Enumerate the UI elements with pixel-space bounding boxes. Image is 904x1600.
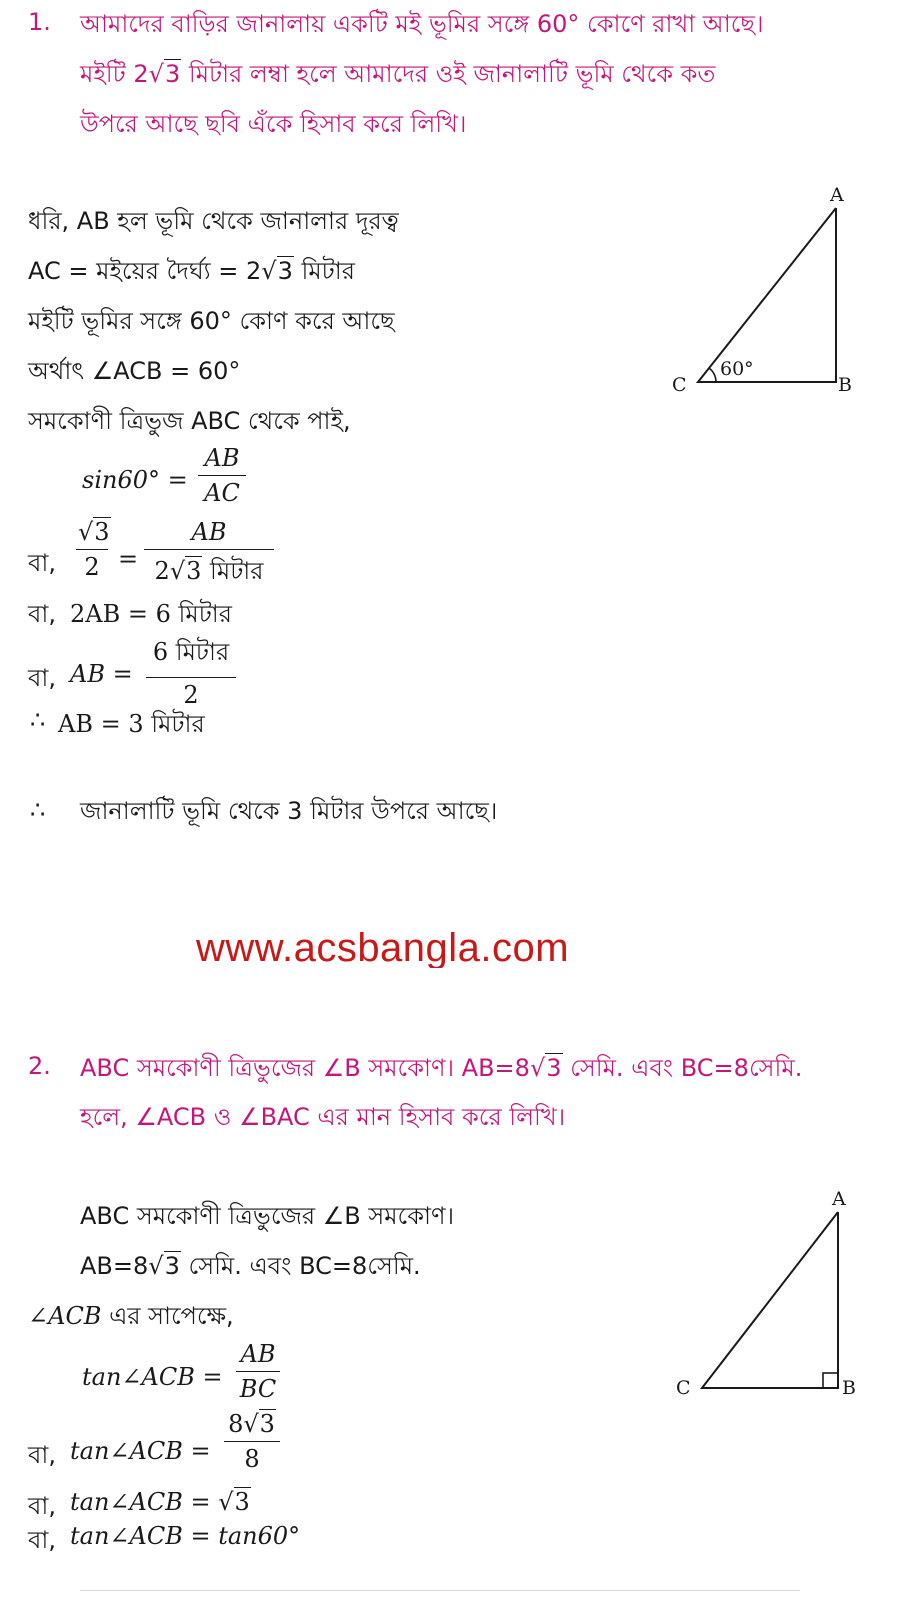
- conclusion-1: জানালাটি ভূমি থেকে 3 মিটার উপরে আছে।: [80, 797, 498, 825]
- question-1-line-1: আমাদের বাড়ির জানালায় একটি মই ভূমির সঙ্গে 60° কোণে রাখা আছে।: [80, 10, 764, 38]
- question-2-number: 2.: [28, 1052, 51, 1080]
- sol2-eq1-fraction: AB BC: [236, 1340, 280, 1403]
- eq5: AB = 3 মিটার: [58, 710, 205, 738]
- sol2-eq4-prefix: বা,: [28, 1526, 56, 1554]
- eq2-left-fraction: √3 2: [78, 518, 110, 581]
- fig1-angle-label: 60°: [720, 358, 754, 380]
- eq5-therefore: ∴: [30, 706, 46, 734]
- sol2-eq1-lhs: tan∠ACB =: [82, 1363, 223, 1391]
- eq2-prefix: বা,: [28, 549, 56, 577]
- question-1-line-2: মইটি 2√3 মিটার লম্বা হলে আমাদের ওই জানালাটি ভূমি থেকে কত: [80, 60, 716, 88]
- eq4-fraction: 6 মিটার 2: [146, 634, 236, 709]
- solution-1-line-1: ধরি, AB হল ভূমি থেকে জানালার দূরত্ব: [28, 207, 399, 235]
- solution-1-line-5: সমকোণী ত্রিভুজ ABC থেকে পাই,: [28, 407, 351, 435]
- sol2-eq3: tan∠ACB = √3: [70, 1488, 250, 1516]
- eq1-fraction: AB AC: [198, 444, 246, 507]
- solution-1-line-2: AC = মইয়ের দৈর্ঘ্য = 2√3 মিটার: [28, 257, 355, 285]
- eq2-right-fraction: AB 2√3 মিটার: [144, 518, 274, 593]
- conclusion-therefore: ∴: [30, 796, 46, 824]
- question-2-line-2: হলে, ∠ACB ও ∠BAC এর মান হিসাব করে লিখি।: [80, 1103, 566, 1131]
- sol2-eq2-lhs: tan∠ACB =: [70, 1437, 211, 1465]
- eq4-lhs: AB =: [70, 660, 133, 688]
- sol2-eq4: tan∠ACB = tan60°: [70, 1522, 301, 1550]
- question-1-number: 1.: [28, 8, 51, 36]
- solution-2-line-1: ABC সমকোণী ত্রিভুজের ∠B সমকোণ।: [80, 1202, 455, 1230]
- site-watermark: www.acsbangla.com: [196, 926, 570, 968]
- solution-2-line-3: ∠ACB এর সাপেক্ষে,: [28, 1302, 234, 1330]
- fig1-label-b: B: [838, 374, 852, 396]
- fig2-label-b: B: [842, 1377, 856, 1399]
- fig1-label-a: A: [830, 184, 844, 206]
- solution-2-line-2: AB=8√3 সেমি. এবং BC=8সেমি.: [80, 1252, 421, 1280]
- question-2-line-1: ABC সমকোণী ত্রিভুজের ∠B সমকোণ। AB=8√3 সেমি. এবং BC=8সেমি.: [80, 1054, 803, 1082]
- sol2-eq2-prefix: বা,: [28, 1441, 56, 1469]
- solution-1-line-3: মইটি ভূমির সঙ্গে 60° কোণ করে আছে: [28, 307, 395, 335]
- question-1-line-3: উপরে আছে ছবি এঁকে হিসাব করে লিখি।: [80, 110, 467, 138]
- fig1-label-c: C: [672, 374, 687, 396]
- bottom-divider: [80, 1590, 800, 1591]
- eq4-prefix: বা,: [28, 664, 56, 692]
- sol2-eq2-fraction: 8√3 8: [224, 1410, 280, 1473]
- eq2-equals: =: [118, 545, 139, 573]
- eq3: 2AB = 6 মিটার: [70, 600, 232, 628]
- eq1-lhs: sin60° =: [82, 466, 188, 494]
- sol2-eq3-prefix: বা,: [28, 1492, 56, 1520]
- eq3-prefix: বা,: [28, 600, 56, 628]
- fig2-label-c: C: [676, 1377, 691, 1399]
- triangle-figure-1: [660, 180, 900, 410]
- triangle-figure-2: [660, 1190, 900, 1410]
- solution-1-line-4: অর্থাৎ ∠ACB = 60°: [28, 357, 241, 385]
- fig2-label-a: A: [832, 1188, 846, 1210]
